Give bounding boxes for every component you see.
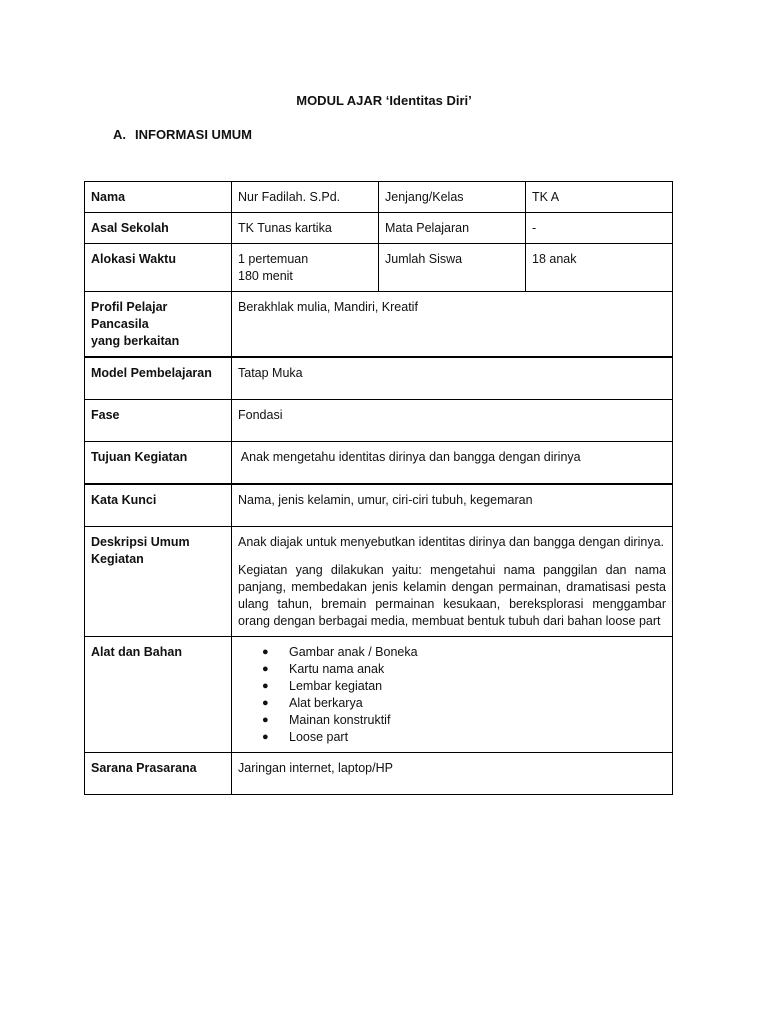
list-item-text: Gambar anak / Boneka	[289, 645, 418, 659]
value-sarana: Jaringan internet, laptop/HP	[232, 753, 673, 795]
label-model: Model Pembelajaran	[85, 357, 232, 400]
table-row	[85, 400, 673, 442]
table-row	[85, 442, 673, 485]
bullet-icon: ●	[262, 680, 269, 692]
table-row	[85, 182, 673, 213]
list-item-text: Mainan konstruktif	[289, 713, 391, 727]
alokasi-line-2: 180 menit	[238, 269, 293, 283]
deskripsi-paragraph-2: Kegiatan yang dilakukan yaitu: mengetahui nama panggilan dan nama panjang, membedakan jenis kelamin dengan permainan, dramatisasi pesta ulang tahun, bremain permainan kesukaan, bereksplorasi menggambar orang dengan berbagai media, membuat bentuk tubuh dari bahan loose part	[238, 563, 666, 628]
label-jenjang: Jenjang/Kelas	[379, 182, 526, 213]
table-row	[85, 213, 673, 244]
profil-label-line-2: yang berkaitan	[91, 334, 180, 348]
profil-label-line-1: Profil Pelajar Pancasila	[91, 300, 168, 331]
value-deskripsi	[232, 527, 673, 637]
list-item-text: Kartu nama anak	[289, 662, 385, 676]
section-title: INFORMASI UMUM	[135, 127, 252, 142]
deskripsi-paragraph-1: Anak diajak untuk menyebutkan identitas dirinya dan bangga dengan dirinya.	[238, 535, 664, 549]
section-number: A.	[113, 127, 126, 142]
value-tujuan: Anak mengetahu identitas dirinya dan bangga dengan dirinya	[232, 442, 673, 485]
list-item-text: Alat berkarya	[289, 696, 363, 710]
list-item	[262, 661, 666, 678]
table-row	[85, 527, 673, 637]
label-alokasi-waktu: Alokasi Waktu	[85, 244, 232, 292]
alat-bahan-list	[238, 644, 666, 746]
value-alokasi-waktu	[232, 244, 379, 292]
label-asal-sekolah: Asal Sekolah	[85, 213, 232, 244]
label-nama: Nama	[85, 182, 232, 213]
value-asal-sekolah: TK Tunas kartika	[232, 213, 379, 244]
list-item	[262, 644, 666, 661]
list-item-text: Lembar kegiatan	[289, 679, 383, 693]
list-item	[262, 729, 666, 746]
document-title: MODUL AJAR ‘Identitas Diri’	[296, 93, 472, 108]
list-item	[262, 678, 666, 695]
value-nama: Nur Fadilah. S.Pd.	[232, 182, 379, 213]
label-tujuan: Tujuan Kegiatan	[85, 442, 232, 485]
table-row	[85, 637, 673, 753]
deskripsi-label-line-1: Deskripsi Umum	[91, 535, 190, 549]
label-alat-bahan: Alat dan Bahan	[85, 637, 232, 753]
label-jumlah-siswa: Jumlah Siswa	[379, 244, 526, 292]
bullet-icon: ●	[262, 697, 269, 709]
table-row	[85, 357, 673, 400]
value-kata-kunci: Nama, jenis kelamin, umur, ciri-ciri tubuh, kegemaran	[232, 484, 673, 527]
bullet-icon: ●	[262, 731, 269, 743]
value-fase: Fondasi	[232, 400, 673, 442]
bullet-icon: ●	[262, 646, 269, 658]
section-heading	[113, 127, 252, 142]
label-deskripsi	[85, 527, 232, 637]
value-jumlah-siswa: 18 anak	[526, 244, 673, 292]
value-profil: Berakhlak mulia, Mandiri, Kreatif	[232, 292, 673, 358]
label-kata-kunci: Kata Kunci	[85, 484, 232, 527]
table-row	[85, 753, 673, 795]
bullet-icon: ●	[262, 663, 269, 675]
label-mata-pelajaran: Mata Pelajaran	[379, 213, 526, 244]
table-row	[85, 292, 673, 358]
table-row	[85, 244, 673, 292]
alokasi-line-1: 1 pertemuan	[238, 252, 309, 266]
value-alat-bahan	[232, 637, 673, 753]
table-row	[85, 484, 673, 527]
list-item-text: Loose part	[289, 730, 349, 744]
label-fase: Fase	[85, 400, 232, 442]
label-sarana: Sarana Prasarana	[85, 753, 232, 795]
bullet-icon: ●	[262, 714, 269, 726]
value-jenjang: TK A	[526, 182, 673, 213]
deskripsi-label-line-2: Kegiatan	[91, 552, 144, 566]
list-item	[262, 712, 666, 729]
label-profil	[85, 292, 232, 358]
general-info-table	[84, 181, 673, 795]
value-model: Tatap Muka	[232, 357, 673, 400]
value-mata-pelajaran: -	[526, 213, 673, 244]
list-item	[262, 695, 666, 712]
